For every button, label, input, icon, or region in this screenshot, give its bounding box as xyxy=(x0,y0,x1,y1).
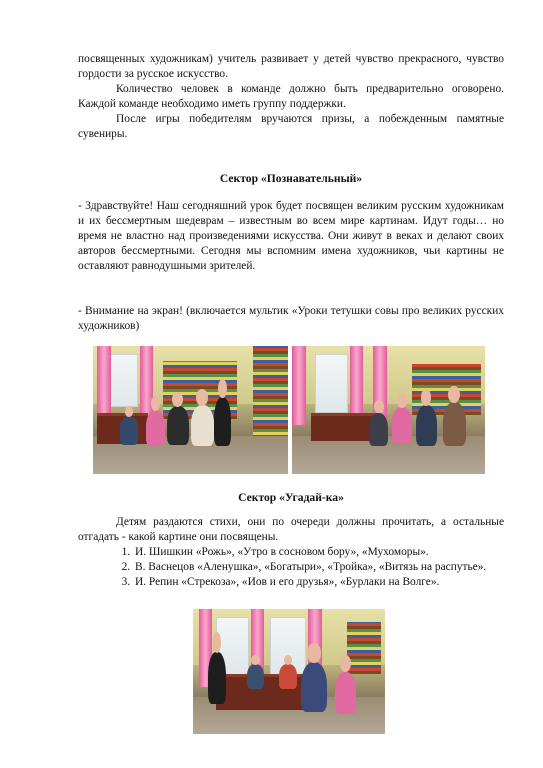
paragraph-screen: - Внимание на экран! (включается мультик «Уроки тетушки совы про великих русских художников) xyxy=(78,305,504,332)
library-audience-photo-right xyxy=(292,346,485,474)
list-item: 1. И. Шишкин «Рожь», «Утро в сосновом бору», «Мухоморы». xyxy=(133,545,503,560)
paragraph-greeting: - Здравствуйте! Наш сегодняшний урок будет посвящен великим русским художникам и их бессмертным шедеврам – известным во всем мире картинам. Идут годы… но время не властно над произведениями искусства. Они живут в веках и делают своих авторов бессмертными. Сегодня мы вспомним имена художников, чьи картины не оставляют равнодушными зрителей. xyxy=(78,200,504,272)
section-heading-cognitive: Сектор «Познавательный» xyxy=(219,172,363,185)
paragraph-guess-intro: Детям раздаются стихи, они по очереди должны прочитать, а остальные отгадать - какой картине они посвящены. xyxy=(78,516,504,543)
list-item: 3. И. Репин «Стрекоза», «Иов и его друзья», «Бурлаки на Волге». xyxy=(133,575,503,590)
section-heading-guess: Сектор «Угадай-ка» xyxy=(238,491,344,504)
library-children-table-photo xyxy=(193,609,385,734)
paragraph-team-size: Количество человек в команде должно быть предварительно оговорено. Каждой команде необходимо иметь группу поддержки. xyxy=(78,83,504,110)
library-audience-photo-left xyxy=(93,346,288,474)
paragraph-intro-end: посвященных художникам) учитель развивает у детей чувство прекрасного, чувство гордости за русское искусство. xyxy=(78,53,504,80)
list-item: 2. В. Васнецов «Аленушка», «Богатыри», «Тройка», «Витязь на распутье». xyxy=(133,560,503,575)
paragraph-prizes: После игры победителям вручаются призы, а побежденным памятные сувениры. xyxy=(78,113,504,140)
painters-list xyxy=(116,545,503,590)
